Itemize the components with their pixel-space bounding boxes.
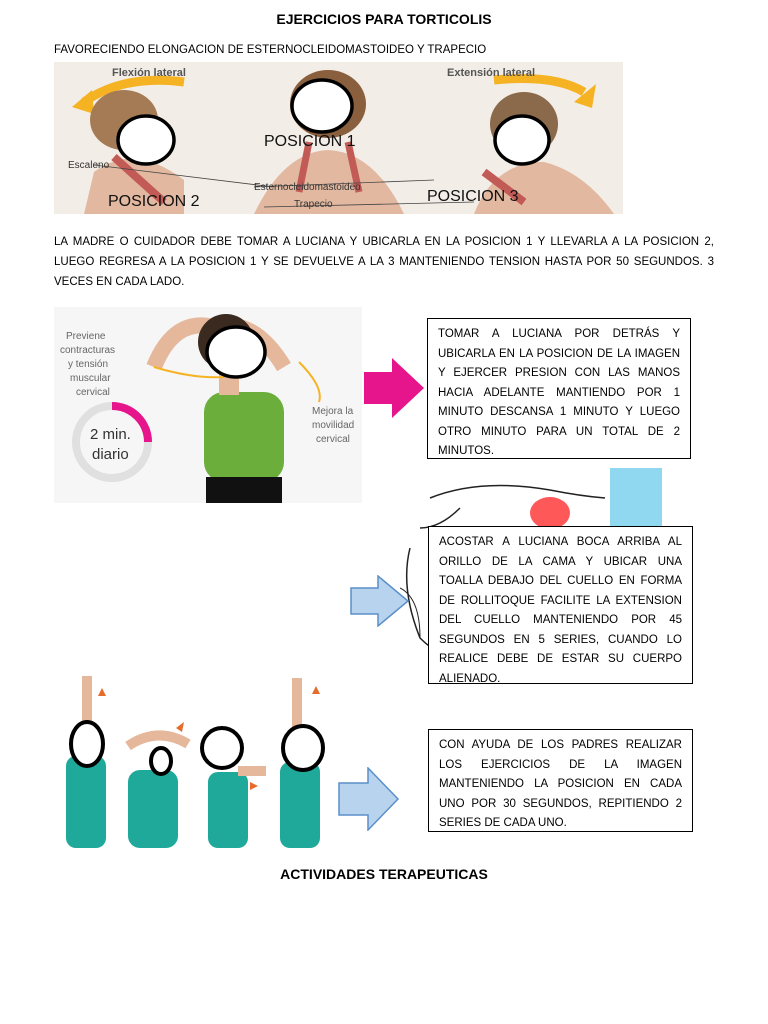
exercise-3-illustration — [58, 666, 338, 856]
page-subtitle: FAVORECIENDO ELONGACION DE ESTERNOCLEIDOMASTOIDEO Y TRAPECIO — [54, 44, 487, 56]
section-title-actividades: ACTIVIDADES TERAPEUTICAS — [280, 866, 488, 882]
face-cover-3 — [495, 116, 549, 164]
exercise-1-illustration — [54, 307, 362, 503]
svg-text:y tensión: y tensión — [68, 359, 109, 370]
svg-text:movilidad: movilidad — [312, 420, 355, 431]
esterno-label: Esternocleidomastoideo — [254, 182, 361, 193]
neck-positions-illustration — [54, 62, 623, 214]
trapecio-label: Trapecio — [294, 199, 333, 210]
posicion-3-label: POSICION 3 — [427, 188, 519, 205]
blue-arrow-icon-2 — [338, 767, 400, 831]
face-cover-8 — [283, 726, 323, 770]
flexion-label: Flexión lateral — [112, 67, 186, 79]
left-caption-line1: Previene — [66, 331, 106, 342]
face-cover-4 — [207, 327, 265, 377]
face-cover-1 — [118, 116, 174, 164]
extension-label: Extensión lateral — [447, 67, 536, 79]
green-shirt — [204, 392, 284, 482]
exercise-1-box: TOMAR A LUCIANA POR DETRÁS Y UBICARLA EN LA POSICION DE LA IMAGEN Y EJERCER PRESION CON LAS MANOS HACIA ADELANTE MANTIENDO POR 1 MINUTO DESCANSA 1 MINUTO Y LUEGO OTRO MINUTO PARA UN TOTAL DE 2 MINUTOS. — [427, 318, 691, 459]
posicion-1-label: POSICION 1 — [264, 133, 356, 150]
posicion-2-label: POSICION 2 — [108, 193, 200, 210]
svg-text:contracturas: contracturas — [60, 345, 116, 356]
exercise-3-box: CON AYUDA DE LOS PADRES REALIZAR LOS EJERCICIOS DE LA IMAGEN MANTENIENDO LA POSICION EN CADA UNO POR 30 SEGUNDOS, REPITIENDO 2 SERIES DE CADA UNO. — [428, 729, 693, 832]
badge-number: 2 min. — [90, 426, 131, 443]
escaleno-label: Escaleno — [68, 160, 110, 171]
intro-paragraph: LA MADRE O CUIDADOR DEBE TOMAR A LUCIANA Y UBICARLA EN LA POSICION 1 Y LLEVARLA A LA POSICION 2, LUEGO REGRESA A LA POSICION 1 Y SE DEVUELVE A LA 3 MANTENIENDO TENSION HASTA POR 50 SEGUNDOS. 3 VECES EN CADA LADO. — [54, 236, 714, 288]
svg-text:cervical: cervical — [316, 434, 350, 445]
svg-text:muscular: muscular — [70, 373, 111, 384]
exercise-2-box: ACOSTAR A LUCIANA BOCA ARRIBA AL ORILLO DE LA CAMA Y UBICAR UNA TOALLA DEBAJO DEL CUELLO EN FORMA DE ROLLITOQUE FACILITE LA EXTENSION DEL CUELLO MANTENIENDO POR 45 SEGUNDOS EN 5 SERIES, CUANDO LO REALICE DEBE DE ESTAR SU CUERPO ALIENADO. — [428, 526, 693, 684]
magenta-arrow-icon — [362, 356, 426, 420]
face-cover-2 — [292, 80, 352, 132]
svg-text:cervical: cervical — [76, 387, 110, 398]
svg-text:Mejora la: Mejora la — [312, 406, 354, 417]
blue-arrow-icon-1 — [350, 575, 410, 627]
page-title: EJERCICIOS PARA TORTICOLIS — [276, 11, 492, 27]
badge-text: diario — [92, 446, 129, 463]
face-cover-7 — [202, 728, 242, 768]
face-cover-5 — [71, 722, 103, 766]
neck-positions-svg — [54, 62, 623, 214]
face-cover-6 — [151, 748, 171, 774]
